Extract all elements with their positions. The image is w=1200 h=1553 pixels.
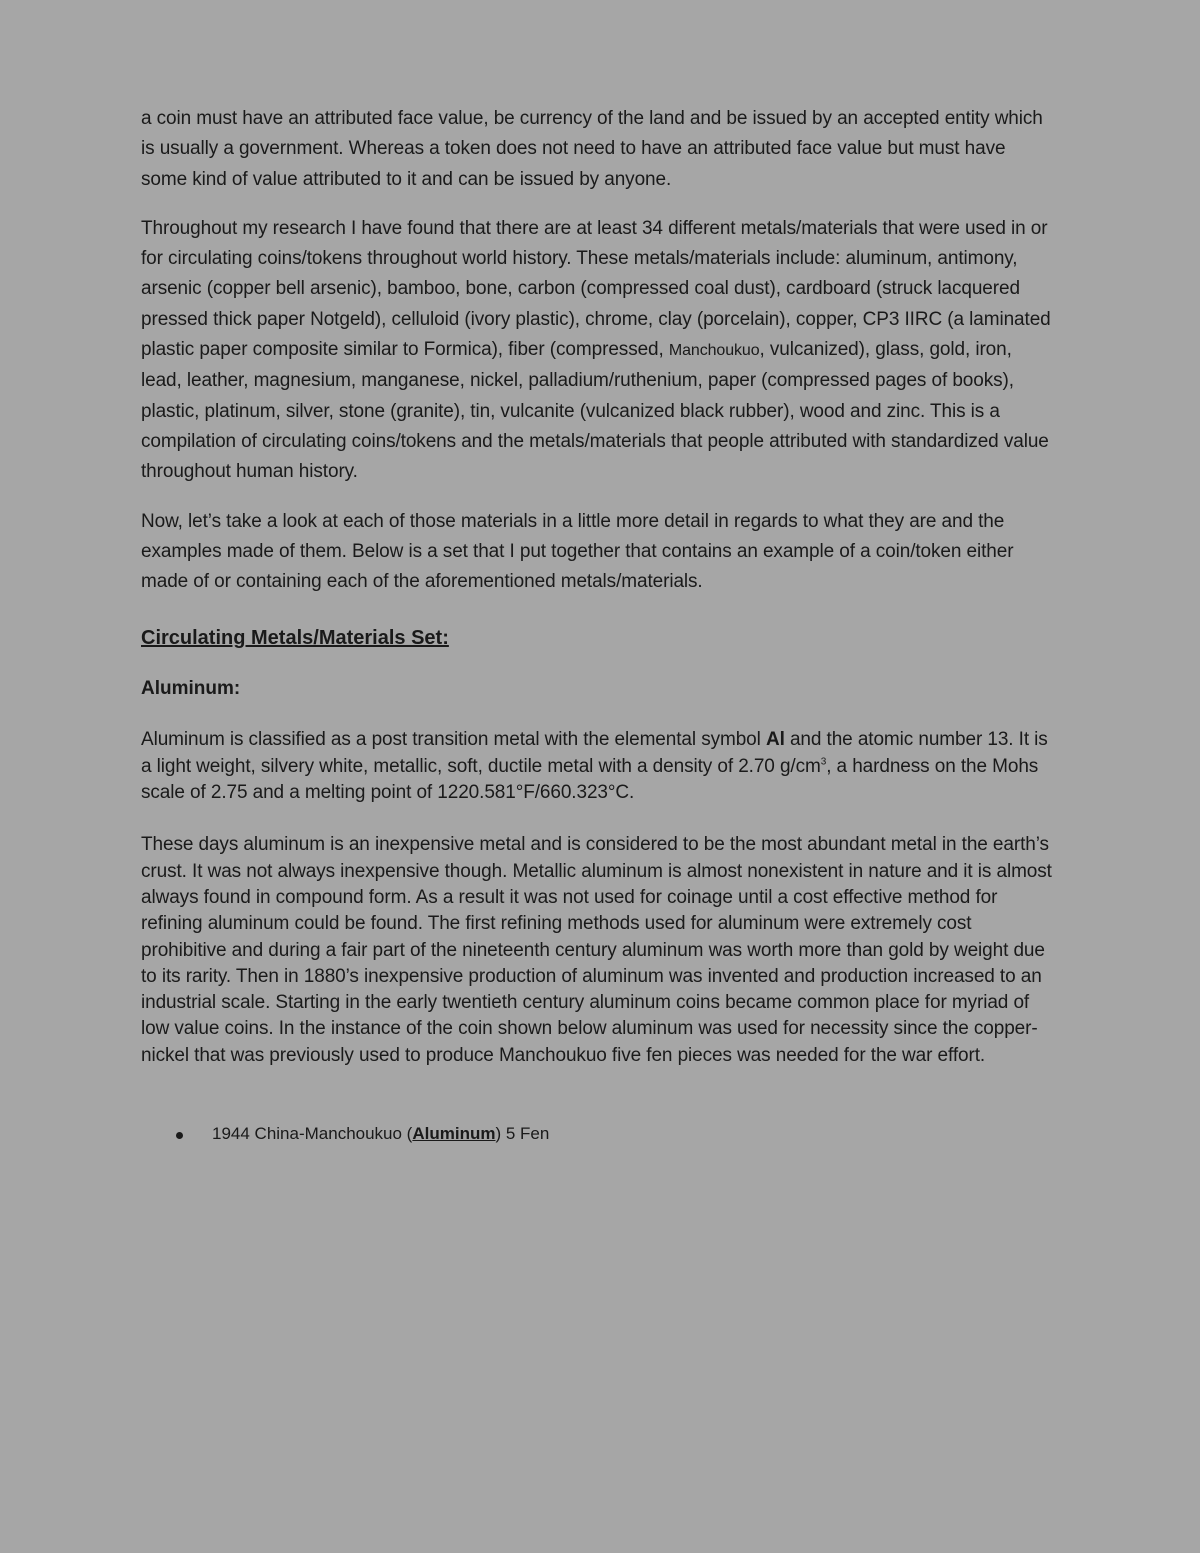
materials-paragraph — [141, 214, 1056, 488]
aluminum-desc-c: , a hardness on the Mohs scale of 2.75 and a melting point of 1220.581°F/660.323°C. — [141, 755, 1039, 804]
intro-paragraph: a coin must have an attributed face value, be currency of the land and be issued by an accepted entity which is usually a government. Whereas a token does not need to have an attributed face value but must have some kind of value attributed to it and can be issued by anyone. — [141, 108, 1043, 190]
coin-suffix: ) 5 Fen — [495, 1124, 550, 1143]
materials-text-b: , vulcanized), glass, gold, iron, lead, leather, magnesium, manganese, nickel, palladium/ruthenium, paper (compressed pages of books), plastic, platinum, silver, stone (granite), tin, vulcanite (vulcanized black rubber), wood and zinc. This is a compilation of circulating coins/tokens and the metals/materials that people attributed with standardized value throughout human history. — [141, 339, 1049, 483]
coin-list-text — [212, 1120, 549, 1148]
aluminum-density-superscript: 3 — [820, 756, 827, 768]
section-heading: Circulating Metals/Materials Set: — [141, 627, 449, 650]
aluminum-symbol: Al — [765, 729, 785, 751]
aluminum-desc-b: and the atomic number 13. It is a light weight, silvery white, metallic, soft, ductile metal with a density of 2.70 g/cm — [141, 729, 1048, 777]
aluminum-heading: Aluminum: — [141, 678, 241, 700]
lookahead-paragraph: Now, let’s take a look at each of those materials in a little more detail in regards to what they are and the examples made of them. Below is a set that I put together that contains an example of a coin/token either made of or containing each of the aforementioned metals/materials. — [141, 510, 1014, 593]
aluminum-history-paragraph: These days aluminum is an inexpensive metal and is considered to be the most abundant metal in the earth’s crust. It was not always inexpensive though. Metallic aluminum is almost nonexistent in nature and it is almost always found in compound form. As a result it was not used for coinage until a cost effective method for refining aluminum could be found. The first refining methods used for aluminum were extremely cost prohibitive and during a fair part of the nineteenth century aluminum was worth more than gold by weight due to its rarity. Then in 1880’s inexpensive production of aluminum was invented and production increased to an industrial scale. Starting in the early twentieth century aluminum coins became common place for myriad of low value coins. In the instance of the coin shown below aluminum was used for necessity since the copper-nickel that was previously used to produce Manchoukuo five fen pieces was needed for the war effort. — [141, 834, 1052, 1066]
aluminum-desc-a: Aluminum is classified as a post transition metal with the elemental symbol — [141, 729, 766, 751]
coin-list-item — [176, 1120, 549, 1148]
document-page — [141, 104, 1056, 1069]
aluminum-description-paragraph — [141, 727, 1056, 806]
bullet-icon — [176, 1132, 183, 1139]
coin-material: Aluminum — [412, 1124, 496, 1143]
materials-text-a: Throughout my research I have found that there are at least 34 different metals/materials that were used in or for circulating coins/tokens throughout world history. These metals/materials include: aluminum, antimony, arsenic (copper bell arsenic), bamboo, bone, carbon (compressed coal dust), cardboard (struck lacquered pressed thick paper Notgeld), celluloid (ivory plastic), chrome, clay (porcelain), copper, CP3 IIRC (a laminated plastic paper composite similar to Formica), fiber (compressed, — [141, 217, 1051, 361]
materials-text-small: Manchoukuo — [668, 342, 760, 360]
coin-prefix: 1944 China-Manchoukuo ( — [212, 1124, 413, 1143]
